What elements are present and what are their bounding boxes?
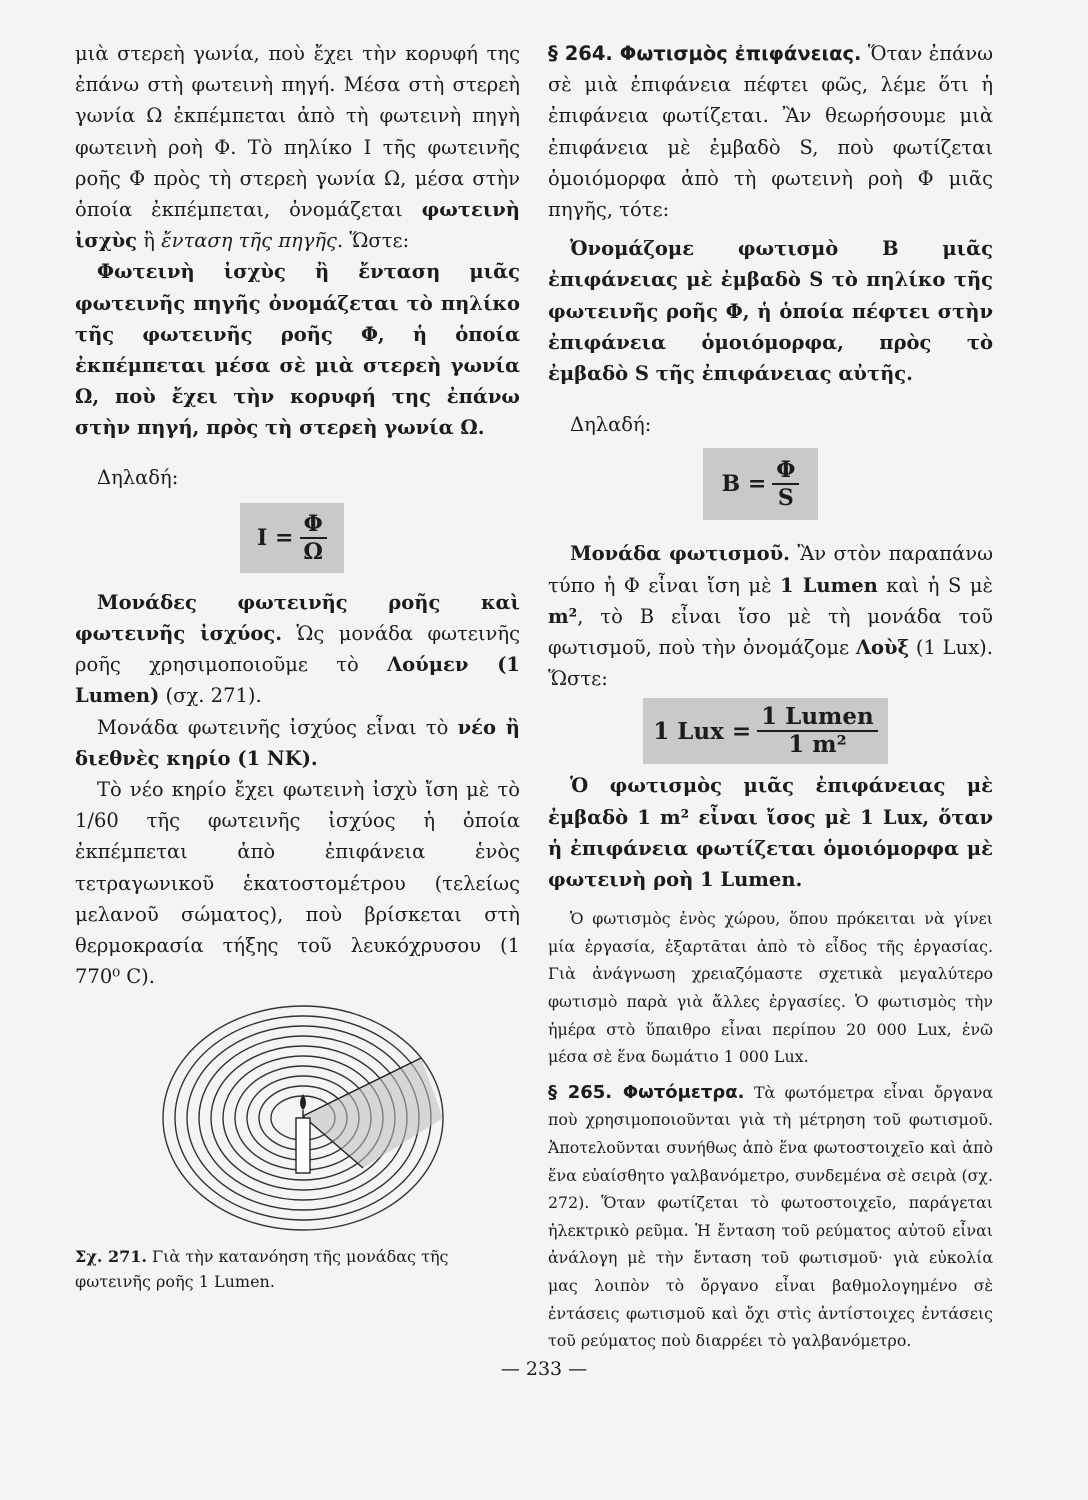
text: καὶ ἡ S μὲ [877, 573, 993, 597]
section-265 [548, 1079, 993, 1355]
fraction-denominator: 1 m² [788, 731, 847, 759]
right-column [548, 38, 993, 1355]
formula-intensity [240, 503, 344, 573]
text: Ὡς μονάδα φωτεινῆς ροῆς χρησιμοποιοῦμε τὸ [75, 622, 520, 677]
definition-luminous-intensity: Φωτεινὴ ἰσχὺς ἢ ἔνταση μιᾶς φωτεινῆς πηγῆς ὀνομάζεται τὸ πηλίκο τῆς φωτεινῆς ροῆς Φ, ἡ ὁποία ἐκπέμπεται μέσα σὲ μιὰ στερεὴ γωνία Ω, ποὺ ἔχει τὴν κορυφή της ἐπάνω στὴν πηγή, πρὸς τὴ στερεὴ γωνία Ω. [75, 260, 520, 440]
paragraph-new-candle [75, 712, 520, 774]
term-luminous-intensity: φωτεινὴ ἰσχὺς [75, 198, 520, 253]
term-source-intensity: ἔνταση τῆς πηγῆς [161, 229, 337, 253]
term-new-candle: νέο ἢ διεθνὲς κηρίο (1 NK). [75, 715, 520, 770]
formula-lhs: 1 Lux = [653, 717, 752, 745]
term-lumen: Λούμεν (1 Lumen) [75, 653, 520, 708]
that-is-label: Δηλαδή: [97, 465, 179, 489]
left-column [75, 38, 520, 1294]
fraction-denominator: Ω [303, 538, 323, 565]
formula-lux [643, 698, 888, 764]
term-square-meter: m² [548, 604, 578, 628]
fraction-numerator: Φ [300, 511, 327, 539]
definition-illumination: Ὀνομάζομε φωτισμὸ B μιᾶς ἐπιφάνειας μὲ ἐμβαδὸ S τὸ πηλίκο τῆς φωτεινῆς ροῆς Φ, ἡ ὁποία πέφτει στὴν ἐπιφάνεια ὁμοιόμορφα, πρὸς τὸ ἐμβαδὸ S τῆς ἐπιφάνειας αὐτῆς. [548, 237, 993, 386]
formula-illumination [703, 448, 818, 520]
fraction-numerator: Φ [772, 457, 799, 485]
definition-lux: Ὁ φωτισμὸς μιᾶς ἐπιφάνειας μὲ ἐμβαδὸ 1 m² εἶναι ἴσος μὲ 1 Lux, ὅταν ἡ ἐπιφάνεια φωτίζεται ὁμοιόμορφα μὲ φωτεινὴ ροὴ 1 Lumen. [548, 774, 993, 892]
term-lux: Λοὺξ [855, 636, 910, 660]
text: , τὸ B εἶναι ἴσο μὲ τὴ μονάδα τοῦ φωτισμοῦ, ποὺ τὴν ὀνομάζομε [548, 604, 993, 660]
heading-section-265: § 265. Φωτόμετρα. [548, 1081, 745, 1103]
paragraph-candle-definition: Τὸ νέο κηρίο ἔχει φωτεινὴ ἰσχὺ ἴση μὲ τὸ 1/60 τῆς φωτεινῆς ἰσχύος ἡ ὁποία ἐκπέμπεται ἀπὸ ἐπιφάνεια ἑνὸς τετραγωνικοῦ ἑκατοστομέτρου (τελείως μελανοῦ σώματος), ποὺ βρίσκεται στὴ θερμοκρασία τήξης τοῦ λευκόχρυσου (1 770⁰ C). [75, 778, 520, 989]
heading-units: Μονάδες φωτεινῆς ροῆς καὶ φωτεινῆς ἰσχύος. [75, 590, 520, 646]
fraction-denominator: S [777, 485, 794, 512]
concentric-spheres-illustration [153, 998, 453, 1238]
term-lumen: 1 Lumen [780, 573, 878, 597]
caption-label: Σχ. 271. [75, 1247, 147, 1267]
paragraph-intensity-intro [75, 38, 520, 256]
paragraph-units [75, 587, 520, 712]
figure-271 [153, 998, 453, 1238]
fraction [757, 704, 878, 758]
formula-lhs: I = [257, 524, 294, 551]
text: (σχ. 271). [159, 684, 262, 708]
fraction-numerator: 1 Lumen [757, 704, 878, 732]
text: Μονάδα φωτεινῆς ἰσχύος εἶναι τὸ [97, 715, 458, 739]
fraction [299, 511, 327, 565]
heading-section-264: § 264. Φωτισμὸς ἐπιφάνειας. [548, 42, 862, 65]
caption-text: Γιὰ τὴν κατανόηση τῆς μονάδας τῆς φωτεινῆς ροῆς 1 Lumen. [75, 1247, 449, 1292]
text: Τὰ φωτόμετρα εἶναι ὄργανα ποὺ χρησιμοποιοῦνται γιὰ τὴ μέτρηση τοῦ φωτισμοῦ. Ἀποτελοῦνται συνήθως ἀπὸ ἕνα φωτοστοιχεῖο καὶ ἀπὸ ἕνα εὐαίσθητο γαλβανόμετρο, συνδεμένα σὲ σειρὰ (σχ. 272). Ὅταν φωτίζεται τὸ φωτοστοιχεῖο, παράγεται ἠλεκτρικὸ ρεῦμα. Ἡ ἔνταση τοῦ ρεύματος αὐτοῦ εἶναι ἀνάλογη μὲ τὴν ἔνταση τοῦ φωτισμοῦ· γιὰ εὐκολία μας λοιπὸν τὸ ὄργανο εἶναι βαθμολογημένο σὲ ἐντάσεις φωτισμοῦ καὶ ὄχι στὶς ἀντίστοιχες ἐντάσεις τοῦ ρεύματος ποὺ διαρρέει τὸ γαλβανόμετρο. [548, 1082, 993, 1351]
text: Ὅταν ἐπάνω σὲ μιὰ ἐπιφάνεια πέφτει φῶς, λέμε ὅτι ἡ ἐπιφάνεια φωτίζεται. Ἂν θεωρήσουμε μιὰ ἐπιφάνεια μὲ ἐμβαδὸ S, ποὺ φωτίζεται ὁμοιόμορφα ἀπὸ τὴ φωτεινὴ ροὴ Φ μιᾶς πηγῆς, τότε: [548, 42, 993, 222]
section-264 [548, 38, 993, 225]
text: Ἂν στὸν παραπάνω τύπο ἡ Φ εἶναι ἴση μὲ [548, 542, 994, 597]
fraction [772, 457, 799, 511]
paragraph-illumination-levels: Ὁ φωτισμὸς ἑνὸς χώρου, ὅπου πρόκειται νὰ γίνει μία ἐργασία, ἐξαρτᾶται ἀπὸ τὸ εἶδος τῆς ἐργασίας. Γιὰ ἀνάγνωση χρειαζόμαστε σχετικὰ μεγαλύτερο φωτισμὸ παρὰ γιὰ ἄλλες ἐργασίες. Ὁ φωτισμὸς τὴν ἡμέρα στὸ ὕπαιθρο εἶναι περίπου 20 000 Lux, ἐνῶ μέσα σὲ ἕνα δωμάτιο 1 000 Lux. [548, 909, 993, 1067]
text: ἢ [137, 229, 162, 253]
page-number: — 233 — [500, 1358, 588, 1380]
text: μιὰ στερεὴ γωνία, ποὺ ἔχει τὴν κορυφή της ἐπάνω στὴ φωτεινὴ πηγή. Μέσα στὴ στερεὴ γωνία Ω ἐκπέμπεται ἀπὸ τὴ φωτεινὴ πηγὴ φωτεινὴ ροὴ Φ. Τὸ πηλίκο I τῆς φωτεινῆς ροῆς Φ πρὸς τὴ στερεὴ γωνία Ω, μέσα στὴν ὁποία ἐκπέμπεται, ὀνομάζεται [75, 42, 520, 222]
heading-unit-illumination: Μονάδα φωτισμοῦ. [570, 542, 790, 566]
text: (1 Lux). Ὥστε: [548, 636, 993, 691]
paragraph-unit-illumination [548, 538, 993, 694]
that-is-label: Δηλαδή: [570, 413, 652, 437]
text: . Ὥστε: [336, 229, 410, 253]
figure-271-caption [75, 1244, 520, 1294]
formula-lhs: B = [721, 471, 767, 498]
